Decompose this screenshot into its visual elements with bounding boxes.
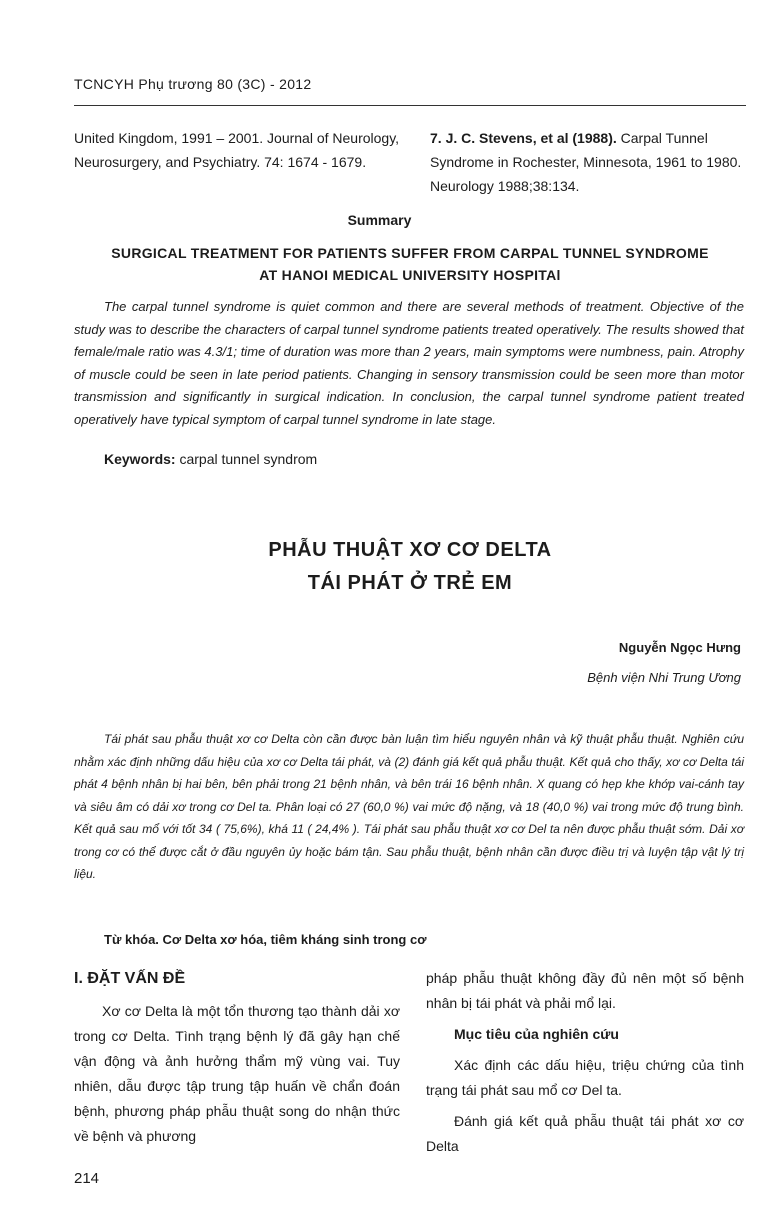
body-paragraph-continued: pháp phẫu thuật không đầy đủ nên một số bệnh nhân bị tái phát và phải mổ lại. [426,970,744,1011]
vietnamese-keywords: Từ khóa. Cơ Delta xơ hóa, tiêm kháng sinh trong cơ [104,932,427,947]
section-heading: I. ĐẶT VẤN ĐỀ [74,970,186,987]
article-title-line-2: TÁI PHÁT Ở TRẺ EM [307,572,513,594]
author-name: Nguyễn Ngọc Hưng [618,640,741,655]
reference-7-authors: 7. J. C. Stevens, et al (1988). [430,130,617,146]
objectives-heading: Mục tiêu của nghiên cứu [454,1026,619,1042]
english-title-line-1: SURGICAL TREATMENT FOR PATIENTS SUFFER FROM CARPAL TUNNEL SYNDROME [111,245,709,261]
article-title-line-1: PHẪU THUẬT XƠ CƠ DELTA [268,539,552,561]
reference-7-text: Carpal Tunnel Syndrome in Rochester, Minnesota, 1961 to 1980. Neurology 1988;38:134. [430,130,742,194]
keywords-value: carpal tunnel syndrom [175,451,318,467]
english-title [74,242,746,286]
keywords-label: Keywords: [104,451,176,467]
english-title-line-2: AT HANOI MEDICAL UNIVERSITY HOSPITAl [259,267,561,283]
author-affiliation: Bệnh viện Nhi Trung Ương [587,670,741,685]
english-keywords [104,451,317,467]
vietnamese-abstract: Tái phát sau phẫu thuật xơ cơ Delta còn cần được bàn luận tìm hiểu nguyên nhân và kỹ thuật phẫu thuật. Nghiên cứu nhằm xác định những dấu hiệu của xơ cơ Delta tái phát, và (2) đánh giá kết quả phẫu thuật. Kết quả cho thấy, xơ cơ Delta tái phát 4 bệnh nhân bị hai bên, bên phải trong 21 bệnh nhân, và bên trái 16 bệnh nhân. X quang có hẹp khe khớp vai-cánh tay và siêu âm có dải xơ trong cơ Del ta. Phân loại có 27 (60,0 %) vai mức độ nặng, và 18 (40,0 %) vai trong mức độ trung bình. Kết quả sau mổ với tốt 34 ( 75,6%), khá 11 ( 24,4% ). Tái phát sau phẫu thuật xơ cơ Del ta nên được phẫu thuật sớm. Dải xơ trong cơ có thể được cắt ở đầu nguyên ủy hoặc bám tận. Sau phẫu thuật, bệnh nhân cần được điều trị và luyện tập vật lý trị liệu. [74,732,744,881]
running-head: TCNCYH Phụ trương 80 (3C) - 2012 [74,76,312,92]
reference-continued: United Kingdom, 1991 – 2001. Journal of Neurology, Neurosurgery, and Psychiatry. 74: 1674 - 1679. [74,130,400,170]
english-abstract: The carpal tunnel syndrome is quiet common and there are several methods of treatment. Objective of the study was to describe the characters of carpal tunnel syndrome patients treated operatively. The results showed that female/male ratio was 4.3/1; time of duration was more than 2 years, main symptoms were numbness, pain. Atrophy of muscle could be seen in late period patients. Changing in sensory transmission could be seen more than motor transmission and significantly in surgical indication. In conclusion, the carpal tunnel syndrome patient treated operatively have typical symptom of carpal tunnel syndrome in late stage. [74,299,744,427]
objective-1: Xác định các dấu hiệu, triệu chứng của tình trạng tái phát sau mổ cơ Del ta. [426,1057,744,1098]
body-column-left [74,966,400,1149]
article-title [74,534,746,600]
summary-heading: Summary [347,212,412,228]
reference-7 [430,126,748,198]
page-number: 214 [74,1170,100,1187]
objective-2: Đánh giá kết quả phẫu thuật tái phát xơ cơ Delta [426,1113,744,1154]
body-paragraph: Xơ cơ Delta là một tổn thương tạo thành dải xơ trong cơ Delta. Tình trạng bệnh lý đã gây hạn chế vận động và ảnh hưởng thẩm mỹ vùng vai. Tuy nhiên, dẫu được tập trung tập huấn về chẩn đoán bệnh, phương pháp phẫu thuật song do nhận thức về bệnh và phương [74,1003,400,1144]
header-rule [74,105,746,106]
body-column-right [426,966,744,1159]
